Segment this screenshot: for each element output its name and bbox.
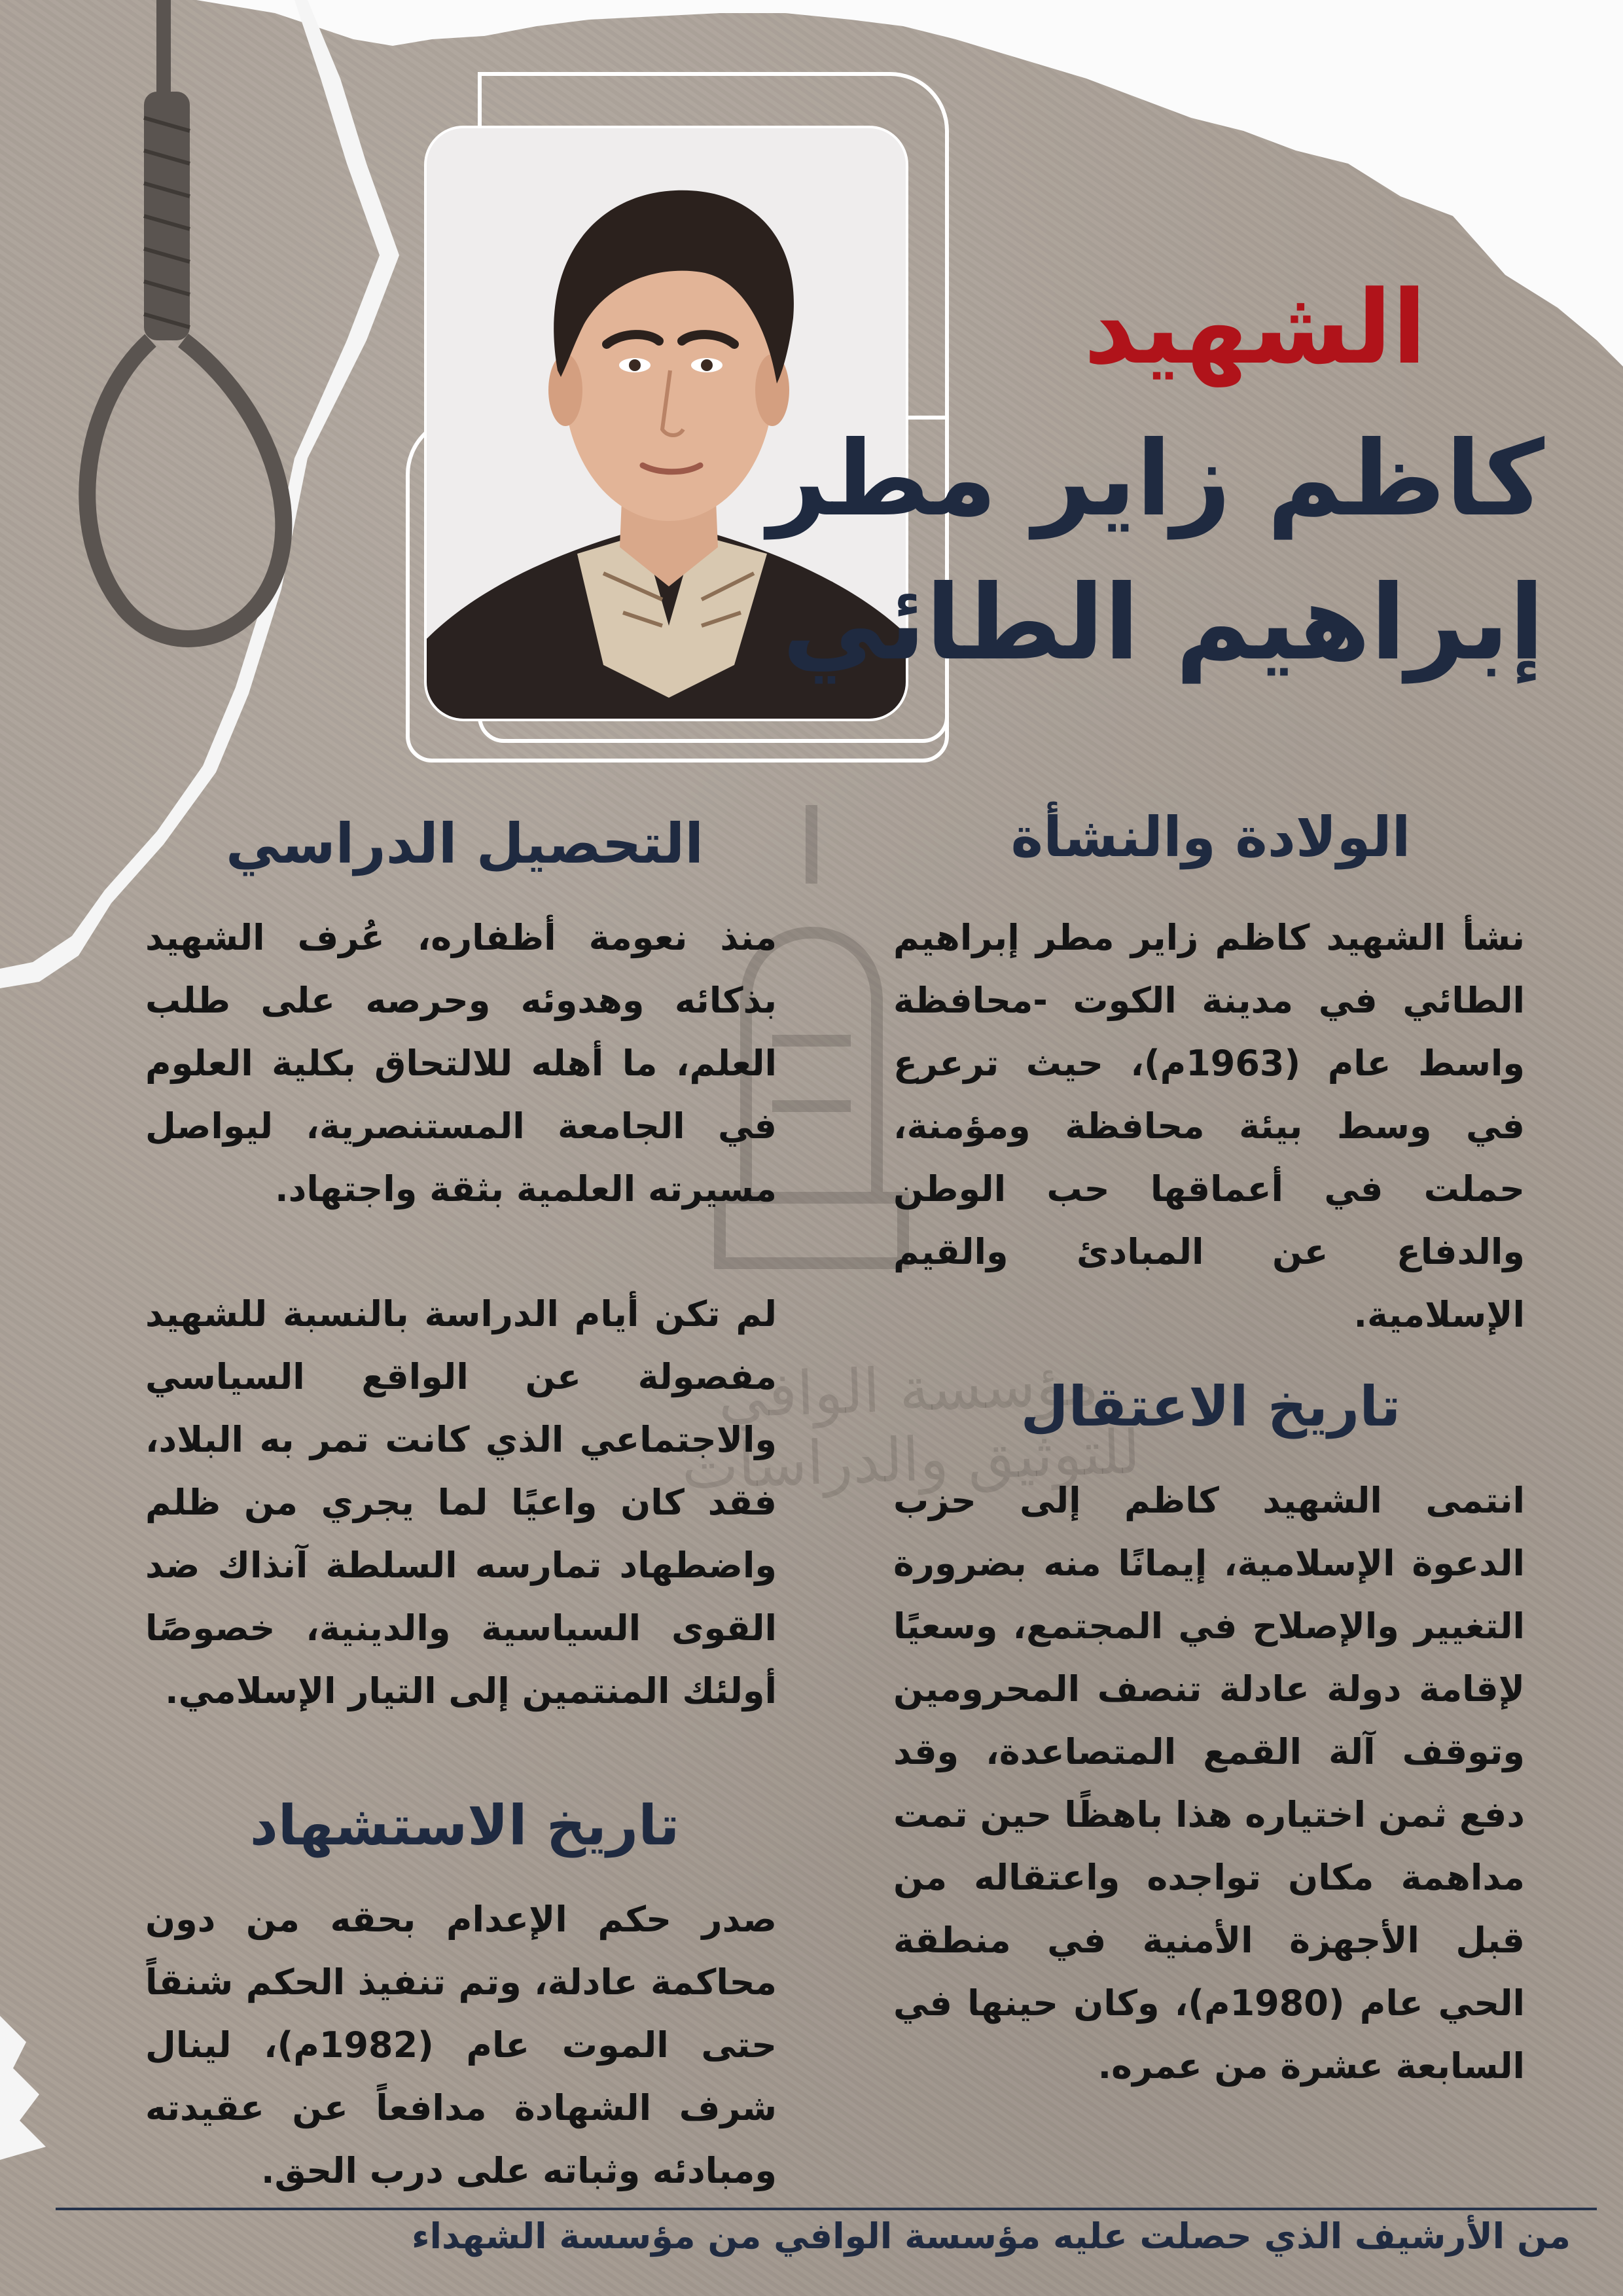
education-body-1: منذ نعومة أظفاره، عُرف الشهيد بذكائه وهدوئه وحرصه على طلب العلم، ما أهله للالتحاق بكلية العلوم في الجامعة المستنصرية، ليواصل مسيرته العلمية بثقة واجتهاد.: [145, 917, 777, 1210]
martyrdom-heading: تاريخ الاستشهاد: [249, 1793, 680, 1857]
martyr-name-line1: كاظم زاير مطر: [768, 419, 1544, 539]
footer-source-note: من الأرشيف الذي حصلت عليه مؤسسة الوافي من مؤسسة الشهداء: [411, 2215, 1571, 2257]
birth-heading: الولادة والنشأة: [1010, 805, 1411, 869]
martyr-name-line2: إبراهيم الطائي: [782, 563, 1544, 683]
noose-icon: [52, 0, 327, 687]
birth-body: نشأ الشهيد كاظم زاير مطر إبراهيم الطائي في مدينة الكوت -محافظة واسط عام (1963م)، حيث ترعرع في وسط بيئة محافظة ومؤمنة، حملت في أعماقها حب الوطن والدفاع عن المبادئ والقيم الإسلامية.: [893, 917, 1525, 1335]
arrest-body: انتمى الشهيد كاظم إلى حزب الدعوة الإسلامية، إيمانًا منه بضرورة التغيير والإصلاح في المجتمع، وسعيًا لإقامة دولة عادلة تنصف المحرومين وتوقف آلة القمع المتصاعدة، وقد دفع ثمن اختياره هذا باهظًا حين تمت مداهمة مكان تواجده واعتقاله من قبل الأجهزة الأمنية في منطقة الحي عام (1980م)، وكان حينها في السابعة عشرة من عمره.: [893, 1480, 1525, 2087]
foundation-text-watermark: مؤسسة الوافي للتوثيق والدراسات: [680, 1348, 1142, 1503]
arrest-heading: تاريخ الاعتقال: [1020, 1374, 1401, 1439]
martyrdom-body: صدر حكم الإعدام بحقه من دون محاكمة عادلة، وتم تنفيذ الحكم شنقاً حتى الموت عام (1982م)، لينال شرف الشهادة مدافعاً عن عقيدته ومبادئه وثباته على درب الحق.: [145, 1899, 777, 2191]
education-body-2: لم تكن أيام الدراسة بالنسبة للشهيد مفصولة عن الواقع السياسي والاجتماعي الذي كانت تمر به البلاد، فقد كان واعيًا لما يجري من ظلم واضطهاد تمارسه السلطة آنذاك ضد القوى السياسية والدينية، خصوصًا أولئك المنتمين إلى التيار الإسلامي.: [145, 1293, 777, 1712]
page-title-martyr: الشهيد: [1083, 268, 1427, 387]
footer-divider: [56, 2208, 1597, 2210]
education-heading: التحصيل الدراسي: [225, 812, 704, 876]
